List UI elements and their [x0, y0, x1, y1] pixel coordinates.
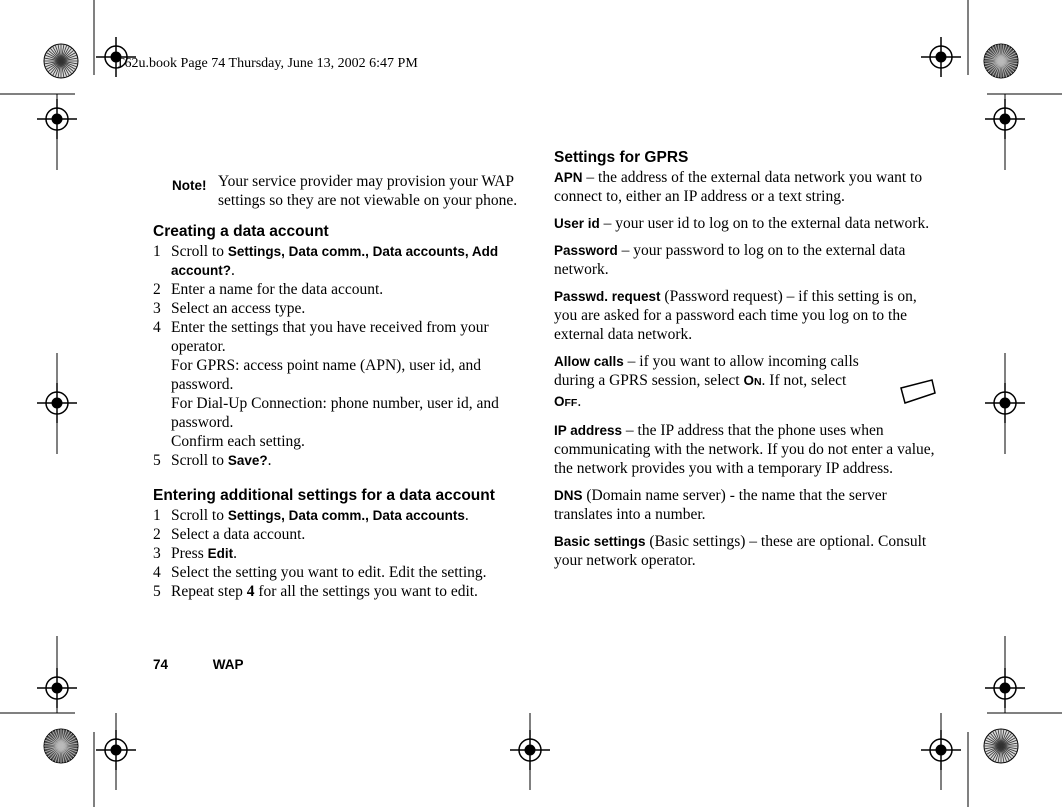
- registration-mark: [37, 668, 77, 708]
- step-number: 5: [153, 583, 161, 600]
- gprs-setting: [554, 287, 938, 344]
- gprs-setting: [554, 214, 938, 233]
- menu-path: Settings, Data comm., Data accounts, Add account?: [171, 244, 499, 278]
- setting-description: .: [577, 393, 582, 410]
- gprs-heading: Settings for GPRS: [554, 149, 689, 166]
- print-info: T62u.book Page 74 Thursday, June 13, 2002 6:47 PM: [116, 56, 418, 71]
- step-ref: 4: [246, 583, 255, 600]
- step-item: [153, 563, 543, 582]
- step-item: [153, 242, 543, 280]
- creating-heading: Creating a data account: [153, 223, 329, 240]
- setting-description: – if you want to allow incoming calls during a GPRS session, select: [554, 353, 859, 389]
- step-text: .: [231, 262, 235, 279]
- step-item: [153, 318, 543, 451]
- setting-description: (Password request) – if this setting is on, you are asked for a password each time you log on to the external data network.: [554, 288, 917, 343]
- step-text: .: [267, 452, 272, 469]
- note-box: [153, 172, 543, 210]
- setting-description: – your user id to log on to the external data network.: [599, 215, 930, 232]
- step-number: 4: [153, 319, 161, 336]
- option-label: OFF: [554, 394, 578, 409]
- gprs-setting: [554, 486, 938, 524]
- step-text: Press: [171, 545, 208, 562]
- step-text: Select the setting you want to edit. Edit the setting.: [171, 564, 487, 581]
- setting-description: – your password to log on to the external data network.: [554, 242, 906, 278]
- registration-mark: [985, 668, 1025, 708]
- setting-term: APN: [554, 170, 583, 185]
- step-detail: Confirm each setting.: [171, 433, 305, 450]
- setting-term: Basic settings: [554, 534, 646, 549]
- setting-term: DNS: [554, 488, 583, 503]
- page-number: 74: [153, 657, 169, 672]
- gprs-setting: [554, 352, 869, 413]
- registration-mark: [37, 99, 77, 139]
- step-text: Enter the settings that you have received from your operator.: [171, 319, 489, 355]
- step-text: Select an access type.: [171, 300, 306, 317]
- setting-description: – the IP address that the phone uses when communicating with the network. If you do not enter a value, the network provides you with a temporary IP address.: [554, 422, 935, 477]
- step-item: [153, 544, 543, 563]
- registration-mark: [96, 730, 136, 770]
- gprs-setting: [554, 241, 938, 279]
- note-text: Your service provider may provision your WAP settings so they are not viewable on your phone.: [218, 173, 518, 209]
- step-number: 1: [153, 507, 161, 524]
- setting-description: (Domain name server) - the name that the server translates into a number.: [554, 487, 887, 523]
- registration-mark: [37, 383, 77, 423]
- right-column: [554, 148, 938, 578]
- creating-steps: [153, 242, 543, 470]
- entering-steps: [153, 506, 543, 601]
- step-text: Enter a name for the data account.: [171, 281, 384, 298]
- setting-term: Passwd. request: [554, 289, 661, 304]
- setting-term: Password: [554, 243, 618, 258]
- step-detail: For Dial-Up Connection: phone number, user id, and password.: [171, 395, 499, 431]
- step-detail: For GPRS: access point name (APN), user id, and password.: [171, 357, 481, 393]
- gprs-settings-list: [554, 168, 938, 570]
- step-item: [153, 299, 543, 318]
- step-item: [153, 506, 543, 525]
- step-number: 5: [153, 452, 161, 469]
- step-text: Select a data account.: [171, 526, 306, 543]
- step-number: 3: [153, 300, 161, 317]
- setting-term: IP address: [554, 423, 623, 438]
- step-item: [153, 280, 543, 299]
- step-text: Scroll to: [171, 507, 228, 524]
- registration-mark: [985, 383, 1025, 423]
- step-number: 2: [153, 281, 161, 298]
- setting-description: (Basic settings) – these are optional. Consult your network operator.: [554, 533, 927, 569]
- step-text: Scroll to: [171, 243, 228, 260]
- registration-mark: [921, 37, 961, 77]
- step-item: [153, 525, 543, 544]
- menu-path: Save?: [227, 453, 268, 468]
- star-target: [44, 729, 78, 763]
- page-footer: [153, 657, 244, 672]
- setting-term: User id: [554, 216, 600, 231]
- registration-mark: [510, 730, 550, 770]
- star-target: [984, 44, 1018, 78]
- gprs-setting: [554, 532, 938, 570]
- setting-description: – the address of the external data network you want to connect to, either an IP address or a text string.: [554, 169, 923, 205]
- step-text: Scroll to: [171, 452, 228, 469]
- section-title: WAP: [212, 657, 244, 672]
- step-text: .: [233, 545, 237, 562]
- step-item: [153, 451, 543, 470]
- setting-description: . If not, select: [761, 372, 847, 389]
- option-label: ON: [743, 373, 762, 388]
- step-number: 3: [153, 545, 161, 562]
- registration-mark: [921, 730, 961, 770]
- step-text: .: [464, 507, 469, 524]
- menu-path: Edit: [207, 546, 234, 561]
- step-number: 4: [153, 564, 161, 581]
- entering-heading: Entering additional settings for a data account: [153, 487, 495, 504]
- star-target: [44, 44, 78, 78]
- note-label: Note!: [172, 178, 207, 193]
- gprs-setting: [554, 168, 938, 206]
- step-item: [153, 582, 543, 601]
- registration-mark: [985, 99, 1025, 139]
- step-number: 1: [153, 243, 161, 260]
- left-column: [153, 172, 543, 601]
- menu-path: Settings, Data comm., Data accounts: [227, 508, 465, 523]
- step-text: Repeat step: [171, 583, 247, 600]
- gprs-setting: [554, 421, 938, 478]
- star-target: [984, 729, 1018, 763]
- setting-term: Allow calls: [554, 354, 624, 369]
- step-text: for all the settings you want to edit.: [254, 583, 478, 600]
- step-number: 2: [153, 526, 161, 543]
